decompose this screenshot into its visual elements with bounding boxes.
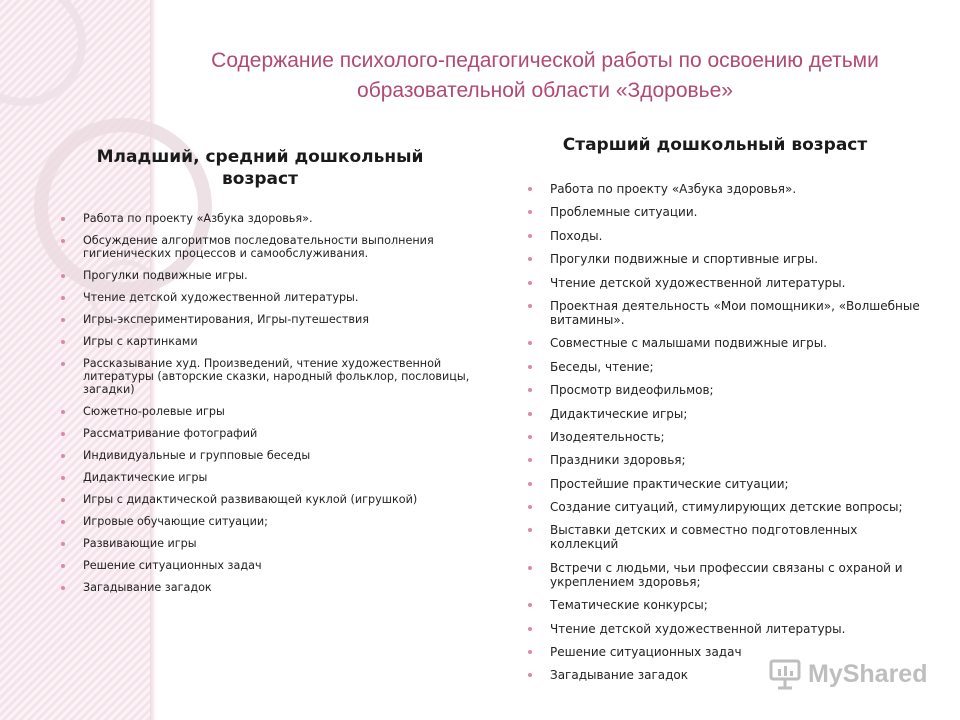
list-item: Чтение детской художественной литературы. xyxy=(55,291,475,304)
list-item: Рассказывание худ. Произведений, чтение художественной литературы (авторские сказки, народный фольклор, пословицы, загадки) xyxy=(55,357,475,396)
list-item: Игры с картинками xyxy=(55,335,475,348)
list-item: Прогулки подвижные игры. xyxy=(55,269,475,282)
list-item: Изодеятельность; xyxy=(522,430,922,444)
list-item: Игры с дидактической развивающей куклой (игрушкой) xyxy=(55,493,475,506)
list-item: Простейшие практические ситуации; xyxy=(522,477,922,491)
list-item: Решение ситуационных задач xyxy=(522,645,922,659)
list-item: Чтение детской художественной литературы. xyxy=(522,622,922,636)
list-item: Создание ситуаций, стимулирующих детские вопросы; xyxy=(522,500,922,514)
list-item: Игровые обучающие ситуации; xyxy=(55,515,475,528)
list-item: Походы. xyxy=(522,229,922,243)
list-item: Совместные с малышами подвижные игры. xyxy=(522,336,922,350)
list-item: Проектная деятельность «Мои помощники», «Волшебные витамины». xyxy=(522,299,922,327)
list-item: Сюжетно-ролевые игры xyxy=(55,405,475,418)
list-item: Работа по проекту «Азбука здоровья». xyxy=(55,212,475,225)
list-item: Обсуждение алгоритмов последовательности выполнения гигиенических процессов и самообслуживания. xyxy=(55,234,475,260)
list-item: Дидактические игры; xyxy=(522,407,922,421)
left-column-heading: Младший, средний дошкольный возраст xyxy=(96,147,424,189)
list-item: Загадывание загадок xyxy=(55,581,475,594)
list-item: Игры-экспериментирования, Игры-путешествия xyxy=(55,313,475,326)
list-item: Рассматривание фотографий xyxy=(55,427,475,440)
list-item: Просмотр видеофильмов; xyxy=(522,383,922,397)
list-item: Чтение детской художественной литературы. xyxy=(522,276,922,290)
list-item: Прогулки подвижные и спортивные игры. xyxy=(522,252,922,266)
presentation-icon xyxy=(768,657,802,691)
list-item: Беседы, чтение; xyxy=(522,360,922,374)
myshared-watermark xyxy=(768,654,928,694)
list-item: Загадывание загадок xyxy=(522,668,922,682)
list-item: Дидактические игры xyxy=(55,471,475,484)
slide-title xyxy=(150,46,940,106)
watermark-text: MyShared xyxy=(808,659,928,688)
list-item: Решение ситуационных задач xyxy=(55,559,475,572)
list-item: Встречи с людьми, чьи профессии связаны с охраной и укреплением здоровья; xyxy=(522,561,922,589)
slide-title-line-2: образовательной области «Здоровье» xyxy=(357,79,733,102)
slide-title-line-1: Содержание психолого-педагогической работы по освоению детьми xyxy=(211,49,879,72)
list-item: Тематические конкурсы; xyxy=(522,598,922,612)
right-activity-list xyxy=(522,182,922,692)
list-item: Развивающие игры xyxy=(55,537,475,550)
list-item: Работа по проекту «Азбука здоровья». xyxy=(522,182,922,196)
right-column-heading: Старший дошкольный возраст xyxy=(562,135,868,155)
list-item: Праздники здоровья; xyxy=(522,453,922,467)
list-item: Проблемные ситуации. xyxy=(522,205,922,219)
list-item: Индивидуальные и групповые беседы xyxy=(55,449,475,462)
left-activity-list xyxy=(55,212,475,603)
list-item: Выставки детских и совместно подготовленных коллекций xyxy=(522,523,922,551)
